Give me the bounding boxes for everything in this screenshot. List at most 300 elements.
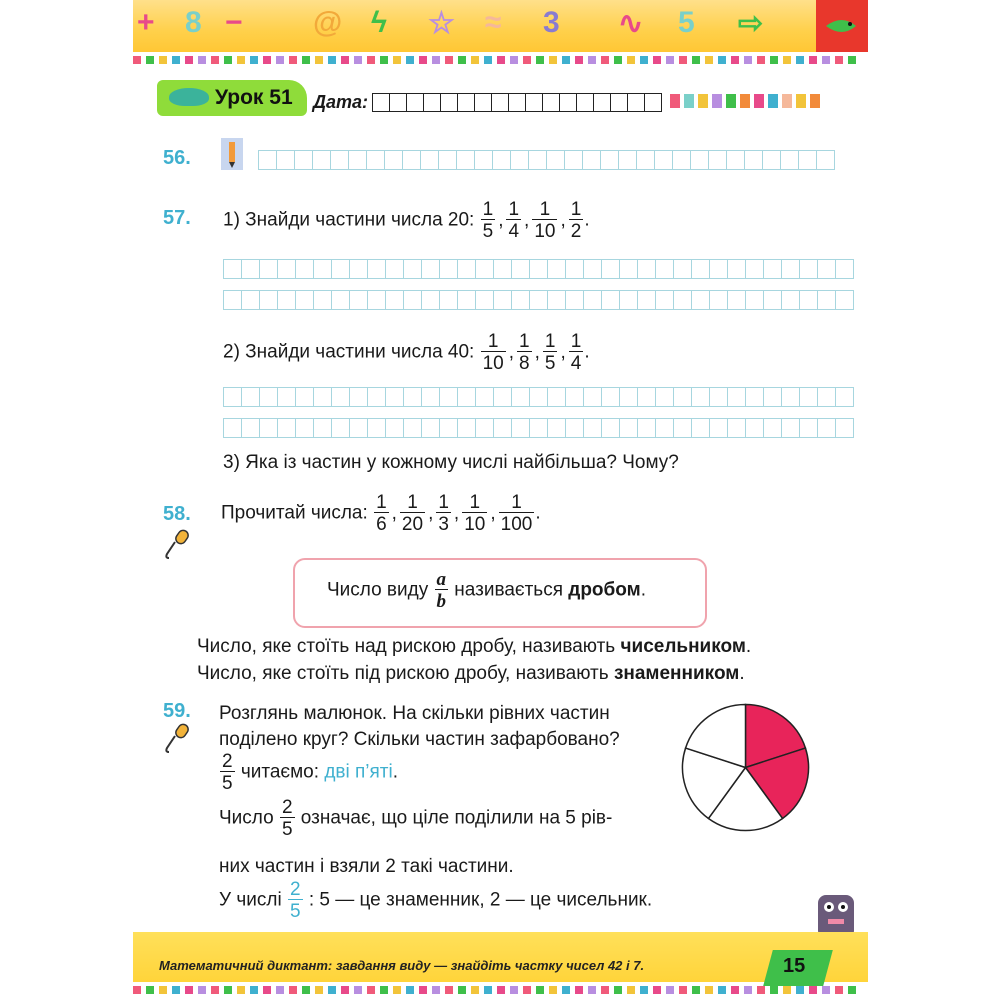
grid-cell[interactable] [576, 93, 594, 112]
grid-cell[interactable] [420, 150, 439, 170]
fraction-denominator: 10 [482, 353, 504, 374]
page-number: 15 [783, 955, 806, 977]
grid-cell[interactable] [745, 290, 764, 310]
footer-bar [133, 932, 868, 982]
grid-cell[interactable] [406, 93, 424, 112]
grid-cell[interactable] [709, 259, 728, 279]
grid-cell[interactable] [423, 93, 441, 112]
grid-cell[interactable] [745, 387, 764, 407]
grid-cell[interactable] [619, 290, 638, 310]
wave-icon: ≈ [485, 6, 502, 39]
grid-cell[interactable] [372, 93, 390, 112]
part2-fractions: $\frac{1}{10}$ , $\frac{1}{8}$ , $\frac{1}{5}$ , $\frac{1}{4}$ [482, 331, 582, 374]
decor-dot [575, 56, 583, 64]
arrow-right-icon: ⇨ [738, 7, 764, 40]
decor-dot [224, 986, 232, 994]
rule-numerator [197, 636, 751, 658]
fraction [481, 332, 506, 373]
grid-cell[interactable] [610, 93, 628, 112]
decor-dot [276, 986, 284, 994]
grid-cell[interactable] [709, 418, 728, 438]
decor-dot [666, 986, 674, 994]
decor-dot [146, 56, 154, 64]
grid-cell[interactable] [511, 418, 530, 438]
decor-dot [341, 56, 349, 64]
decor-dot [471, 986, 479, 994]
grid-cell[interactable] [277, 418, 296, 438]
writing-grid-56[interactable] [258, 150, 834, 170]
fraction [517, 332, 532, 373]
grid-cell[interactable] [276, 150, 295, 170]
grid-cell[interactable] [258, 150, 277, 170]
grid-cell[interactable] [763, 259, 782, 279]
plus-icon: + [137, 6, 155, 39]
grid-cell[interactable] [421, 259, 440, 279]
grid-cell[interactable] [655, 290, 674, 310]
grid-cell[interactable] [799, 418, 818, 438]
grid-cell[interactable] [816, 150, 835, 170]
decor-dot [445, 986, 453, 994]
grid-cell[interactable] [331, 387, 350, 407]
color-square [782, 94, 792, 108]
grid-cell[interactable] [259, 387, 278, 407]
ex59-meaning-line [219, 798, 612, 839]
grid-cell[interactable] [403, 259, 422, 279]
decor-dot [601, 986, 609, 994]
rule2-term: знаменником [613, 663, 740, 684]
footer-dictation-note: Математичний диктант: завдання виду — знайдіть частку чисел 42 і 7. [159, 958, 645, 973]
grid-cell[interactable] [565, 418, 584, 438]
definition-mid: називається [454, 579, 563, 601]
decor-dot [367, 986, 375, 994]
decor-dot [497, 56, 505, 64]
grid-cell[interactable] [367, 387, 386, 407]
grid-cell[interactable] [457, 93, 475, 112]
decor-dot [588, 56, 596, 64]
grid-cell[interactable] [529, 418, 548, 438]
grid-cell[interactable] [637, 387, 656, 407]
grid-cell[interactable] [295, 259, 314, 279]
grid-cell[interactable] [402, 150, 421, 170]
grid-cell[interactable] [475, 387, 494, 407]
grid-cell[interactable] [655, 418, 674, 438]
grid-cell[interactable] [493, 418, 512, 438]
grid-cell[interactable] [241, 290, 260, 310]
exercise-number-56: 56. [163, 147, 191, 169]
grid-cell[interactable] [799, 290, 818, 310]
grid-cell[interactable] [259, 259, 278, 279]
writing-grid-57-2a[interactable] [223, 387, 853, 407]
grid-cell[interactable] [492, 150, 511, 170]
decor-dot [848, 56, 856, 64]
grid-cell[interactable] [655, 387, 674, 407]
workbook-page [133, 0, 868, 1000]
fraction [481, 200, 496, 241]
grid-cell[interactable] [655, 259, 674, 279]
grid-cell[interactable] [312, 150, 331, 170]
grid-cell[interactable] [223, 387, 242, 407]
grid-cell[interactable] [457, 418, 476, 438]
grid-cell[interactable] [385, 387, 404, 407]
grid-cell[interactable] [619, 387, 638, 407]
grid-cell[interactable] [277, 290, 296, 310]
grid-cell[interactable] [627, 93, 645, 112]
part2-prefix: 2) Знайди частини числа 40: [223, 341, 475, 363]
grid-cell[interactable] [637, 259, 656, 279]
decor-dot [835, 56, 843, 64]
grid-cell[interactable] [241, 418, 260, 438]
grid-cell[interactable] [277, 259, 296, 279]
grid-cell[interactable] [582, 150, 601, 170]
grid-cell[interactable] [438, 150, 457, 170]
grid-cell[interactable] [510, 150, 529, 170]
grid-cell[interactable] [439, 290, 458, 310]
grid-cell[interactable] [511, 259, 530, 279]
grid-cell[interactable] [349, 418, 368, 438]
grid-cell[interactable] [601, 387, 620, 407]
grid-cell[interactable] [440, 93, 458, 112]
grid-cell[interactable] [529, 259, 548, 279]
grid-cell[interactable] [798, 150, 817, 170]
grid-cell[interactable] [223, 259, 242, 279]
grid-cell[interactable] [542, 93, 560, 112]
grid-cell[interactable] [565, 290, 584, 310]
grid-cell[interactable] [259, 418, 278, 438]
grid-cell[interactable] [348, 150, 367, 170]
decor-dot [159, 986, 167, 994]
grid-cell[interactable] [313, 259, 332, 279]
grid-cell[interactable] [691, 259, 710, 279]
grid-cell[interactable] [349, 290, 368, 310]
grid-cell[interactable] [493, 290, 512, 310]
rule-denominator [197, 663, 745, 685]
grid-cell[interactable] [331, 418, 350, 438]
decor-dot [575, 986, 583, 994]
grid-cell[interactable] [403, 290, 422, 310]
grid-cell[interactable] [691, 418, 710, 438]
grid-cell[interactable] [439, 387, 458, 407]
meaning-text: означає, що ціле поділили на 5 рів- [300, 807, 613, 829]
grid-cell[interactable] [763, 418, 782, 438]
grid-cell[interactable] [295, 290, 314, 310]
decor-dot [458, 986, 466, 994]
grid-cell[interactable] [654, 150, 673, 170]
grid-cell[interactable] [313, 290, 332, 310]
grid-cell[interactable] [745, 418, 764, 438]
grid-cell[interactable] [619, 418, 638, 438]
grid-cell[interactable] [493, 387, 512, 407]
grid-cell[interactable] [691, 387, 710, 407]
grid-cell[interactable] [744, 150, 763, 170]
squiggle-icon: ∿ [618, 7, 644, 40]
grid-cell[interactable] [223, 418, 242, 438]
grid-cell[interactable] [385, 290, 404, 310]
grid-cell[interactable] [727, 290, 746, 310]
grid-cell[interactable] [493, 259, 512, 279]
digit-three-icon: 3 [543, 6, 560, 39]
microphone-icon [163, 722, 193, 758]
decor-dot [809, 986, 817, 994]
grid-cell[interactable] [619, 259, 638, 279]
grid-cell[interactable] [763, 290, 782, 310]
writing-grid-57-1a[interactable] [223, 259, 853, 279]
decor-dot [510, 56, 518, 64]
grid-cell[interactable] [313, 418, 332, 438]
ex59-read-fraction [220, 752, 235, 793]
grid-cell[interactable] [529, 387, 548, 407]
decor-dot [731, 56, 739, 64]
grid-cell[interactable] [367, 259, 386, 279]
fraction [436, 493, 451, 534]
in-denominator: 5 [289, 901, 301, 922]
decor-dot [289, 986, 297, 994]
grid-cell[interactable] [525, 93, 543, 112]
grid-cell[interactable] [457, 259, 476, 279]
decor-dot [718, 56, 726, 64]
grid-cell[interactable] [601, 418, 620, 438]
grid-cell[interactable] [546, 150, 565, 170]
grid-cell[interactable] [708, 150, 727, 170]
grid-cell[interactable] [644, 93, 662, 112]
grid-cell[interactable] [781, 290, 800, 310]
exercise-number-59: 59. [163, 700, 191, 722]
decor-dot [757, 986, 765, 994]
grid-cell[interactable] [421, 387, 440, 407]
fraction-numerator: 1 [511, 492, 522, 513]
grid-cell[interactable] [559, 93, 577, 112]
grid-cell[interactable] [835, 290, 854, 310]
divided-circle-diagram [678, 700, 813, 835]
grid-cell[interactable] [508, 93, 526, 112]
grid-cell[interactable] [835, 259, 854, 279]
exercise-58-text: Прочитай числа: $\frac{1}{6}$ , $\frac{1}{20}$ , $\frac{1}{3}$ , $\frac{1}{10}$ , $\frac{1}{100}$ . [221, 492, 541, 535]
decor-dot [172, 56, 180, 64]
grid-cell[interactable] [475, 259, 494, 279]
grid-cell[interactable] [547, 290, 566, 310]
grid-cell[interactable] [547, 418, 566, 438]
decor-dot [770, 56, 778, 64]
decor-dot [705, 986, 713, 994]
grid-cell[interactable] [583, 418, 602, 438]
grid-cell[interactable] [223, 290, 242, 310]
grid-cell[interactable] [385, 259, 404, 279]
grid-cell[interactable] [618, 150, 637, 170]
grid-cell[interactable] [745, 259, 764, 279]
ex58-prefix: Прочитай числа: [221, 502, 368, 524]
definition-pre: Число виду [327, 579, 429, 601]
grid-cell[interactable] [583, 290, 602, 310]
grid-cell[interactable] [384, 150, 403, 170]
decor-dot [536, 986, 544, 994]
grid-cell[interactable] [457, 290, 476, 310]
grid-cell[interactable] [439, 418, 458, 438]
grid-cell[interactable] [565, 387, 584, 407]
grid-cell[interactable] [349, 387, 368, 407]
grid-cell[interactable] [726, 150, 745, 170]
grid-cell[interactable] [600, 150, 619, 170]
grid-cell[interactable] [403, 387, 422, 407]
definition-term: дробом [568, 579, 641, 601]
grid-cell[interactable] [762, 150, 781, 170]
date-label: Дата: [313, 92, 369, 112]
grid-cell[interactable] [763, 387, 782, 407]
grid-cell[interactable] [366, 150, 385, 170]
grid-cell[interactable] [601, 290, 620, 310]
grid-cell[interactable] [817, 387, 836, 407]
fraction-denominator: 5 [482, 221, 494, 242]
definition-end: . [640, 579, 646, 601]
exercise-number-58: 58. [163, 503, 191, 525]
grid-cell[interactable] [781, 387, 800, 407]
decor-dot [302, 986, 310, 994]
decor-dot [653, 56, 661, 64]
grid-cell[interactable] [403, 418, 422, 438]
grid-cell[interactable] [367, 418, 386, 438]
grid-cell[interactable] [727, 418, 746, 438]
grid-cell[interactable] [673, 418, 692, 438]
color-square [796, 94, 806, 108]
grid-cell[interactable] [528, 150, 547, 170]
grid-cell[interactable] [456, 150, 475, 170]
grid-cell[interactable] [601, 259, 620, 279]
grid-cell[interactable] [583, 387, 602, 407]
grid-cell[interactable] [474, 150, 493, 170]
decor-dot [146, 986, 154, 994]
grid-cell[interactable] [636, 150, 655, 170]
grid-cell[interactable] [583, 259, 602, 279]
meaning-numerator: 2 [281, 797, 293, 818]
grid-cell[interactable] [457, 387, 476, 407]
grid-cell[interactable] [421, 418, 440, 438]
grid-cell[interactable] [367, 290, 386, 310]
grid-cell[interactable] [277, 387, 296, 407]
decor-dot [419, 56, 427, 64]
fraction-numerator: 1 [438, 492, 449, 513]
decor-dot [211, 986, 219, 994]
grid-cell[interactable] [547, 259, 566, 279]
grid-cell[interactable] [331, 290, 350, 310]
grid-cell[interactable] [491, 93, 509, 112]
grid-cell[interactable] [727, 259, 746, 279]
grid-cell[interactable] [781, 259, 800, 279]
decor-dot [666, 56, 674, 64]
grid-cell[interactable] [780, 150, 799, 170]
grid-cell[interactable] [799, 387, 818, 407]
grid-cell[interactable] [295, 418, 314, 438]
grid-cell[interactable] [835, 387, 854, 407]
writing-grid-57-1b[interactable] [223, 290, 853, 310]
grid-cell[interactable] [349, 259, 368, 279]
grid-cell[interactable] [389, 93, 407, 112]
grid-cell[interactable] [529, 290, 548, 310]
decor-dot [640, 56, 648, 64]
fraction-denominator: 4 [508, 221, 520, 242]
grid-cell[interactable] [385, 418, 404, 438]
grid-cell[interactable] [817, 418, 836, 438]
grid-cell[interactable] [673, 290, 692, 310]
grid-cell[interactable] [709, 290, 728, 310]
grid-cell[interactable] [673, 259, 692, 279]
grid-cell[interactable] [295, 387, 314, 407]
fraction [543, 332, 558, 373]
grid-cell[interactable] [709, 387, 728, 407]
decor-dot [419, 986, 427, 994]
decor-dot [835, 986, 843, 994]
rule1-dot: . [745, 636, 752, 657]
writing-grid-57-2b[interactable] [223, 418, 853, 438]
grid-cell[interactable] [817, 259, 836, 279]
grid-cell[interactable] [511, 290, 530, 310]
grid-cell[interactable] [313, 387, 332, 407]
fraction-numerator: 1 [487, 331, 499, 352]
color-square [684, 94, 694, 108]
grid-cell[interactable] [637, 418, 656, 438]
grid-cell[interactable] [781, 418, 800, 438]
grid-cell[interactable] [259, 290, 278, 310]
decor-dot [562, 986, 570, 994]
grid-cell[interactable] [691, 290, 710, 310]
grid-cell[interactable] [565, 259, 584, 279]
in-text: : 5 — це знаменник, 2 — це чисельник. [308, 889, 653, 911]
fraction-numerator: 1 [407, 492, 418, 513]
grid-cell[interactable] [475, 418, 494, 438]
grid-cell[interactable] [547, 387, 566, 407]
grid-cell[interactable] [330, 150, 349, 170]
microphone-icon [163, 528, 193, 564]
grid-cell[interactable] [241, 259, 260, 279]
grid-cell[interactable] [817, 290, 836, 310]
grid-cell[interactable] [331, 259, 350, 279]
grid-cell[interactable] [421, 290, 440, 310]
decor-dot [458, 56, 466, 64]
grid-cell[interactable] [672, 150, 691, 170]
grid-cell[interactable] [511, 387, 530, 407]
fraction-numerator: 1 [570, 331, 582, 352]
grid-cell[interactable] [439, 259, 458, 279]
grid-cell[interactable] [799, 259, 818, 279]
grid-cell[interactable] [690, 150, 709, 170]
grid-cell[interactable] [564, 150, 583, 170]
decor-dot [380, 56, 388, 64]
grid-cell[interactable] [475, 290, 494, 310]
grid-cell[interactable] [673, 387, 692, 407]
decor-dot [627, 986, 635, 994]
definition-numerator: a [436, 569, 446, 590]
definition-text [327, 570, 646, 611]
grid-cell[interactable] [835, 418, 854, 438]
grid-cell[interactable] [637, 290, 656, 310]
fraction-numerator: 1 [376, 492, 387, 513]
decor-dot [406, 986, 414, 994]
in-numerator: 2 [289, 879, 301, 900]
grid-cell[interactable] [593, 93, 611, 112]
fraction [499, 493, 535, 534]
decor-dot [432, 56, 440, 64]
fraction-numerator: 1 [539, 199, 551, 220]
part1-fractions: $\frac{1}{5}$ , $\frac{1}{4}$ , $\frac{1}{10}$ , $\frac{1}{2}$ [482, 199, 582, 242]
date-input-cells[interactable] [372, 93, 661, 112]
grid-cell[interactable] [241, 387, 260, 407]
grid-cell[interactable] [474, 93, 492, 112]
decor-dot [510, 986, 518, 994]
grid-cell[interactable] [727, 387, 746, 407]
fraction [374, 493, 389, 534]
fraction-denominator: 6 [376, 514, 387, 535]
grid-cell[interactable] [294, 150, 313, 170]
decor-dot [653, 986, 661, 994]
decor-dot [263, 986, 271, 994]
color-square [810, 94, 820, 108]
